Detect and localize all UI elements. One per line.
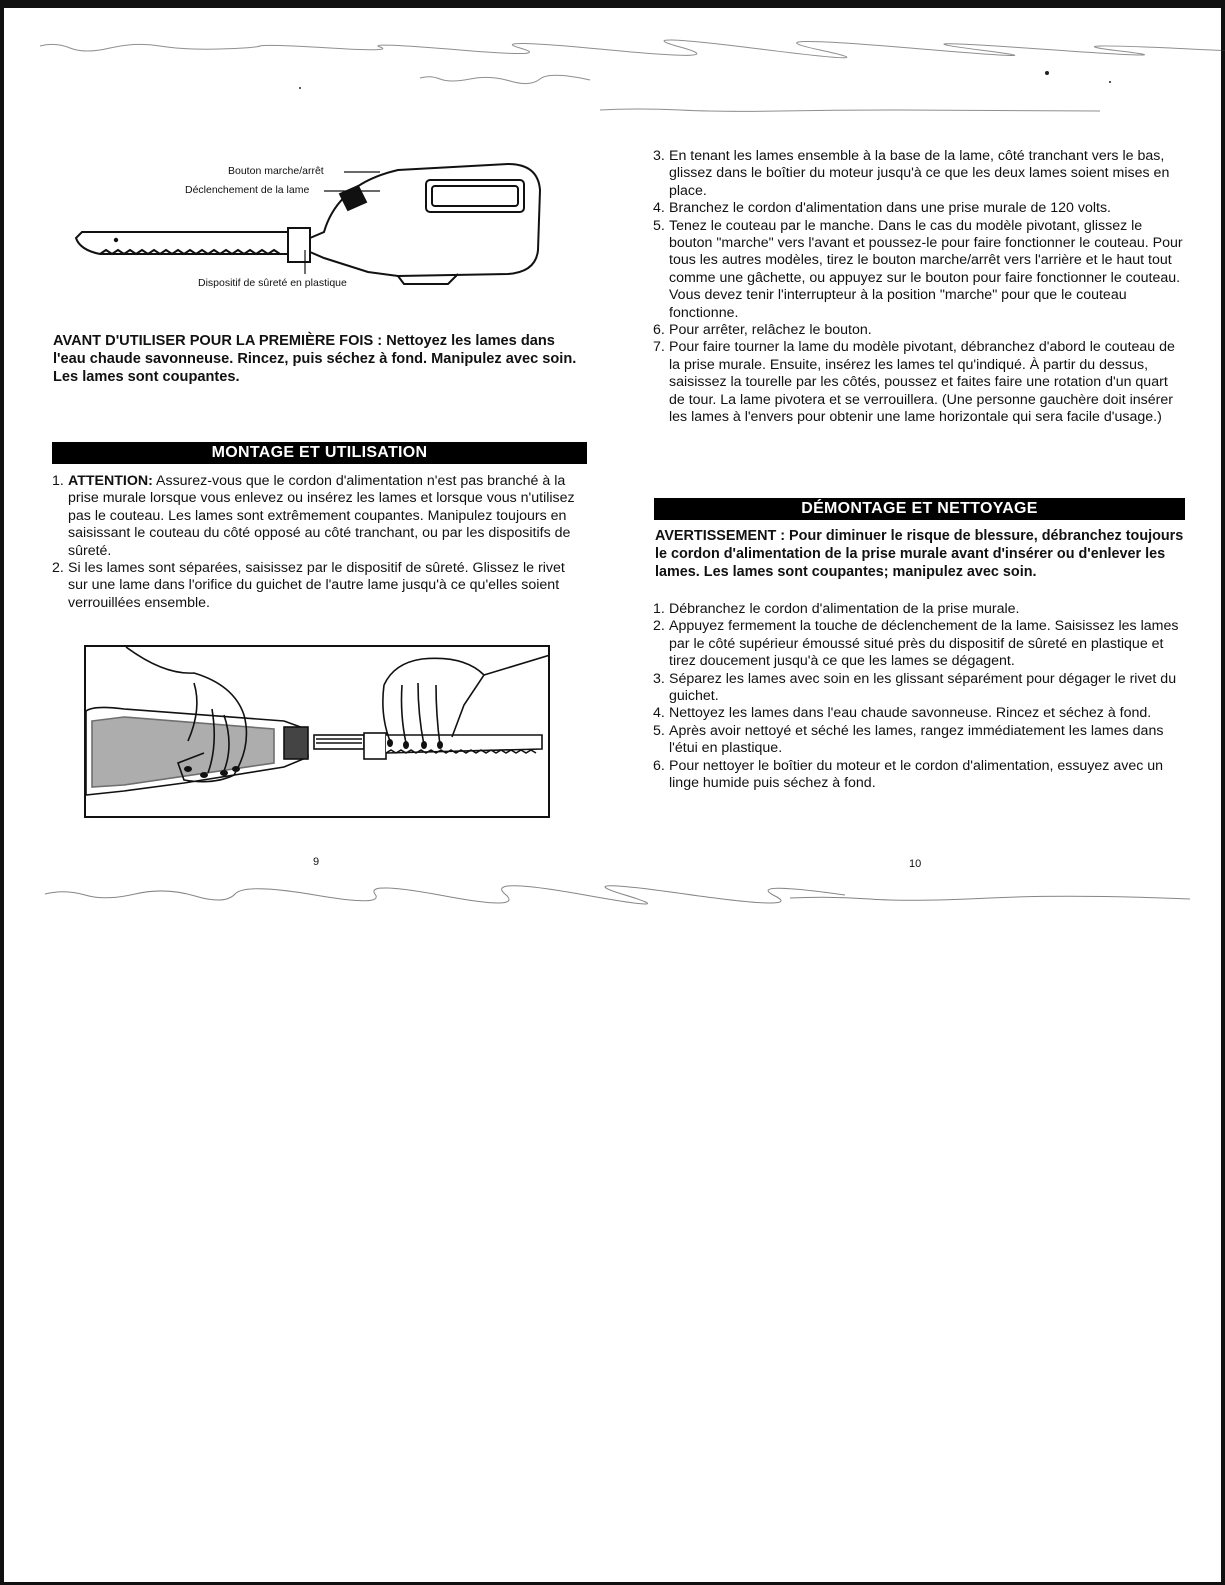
scan-border-top	[0, 0, 1225, 8]
assembly-list-right	[653, 148, 1183, 427]
list-item: 3. Séparez les lames avec soin en les glissant séparément pour dégager le rivet du guichet.	[653, 670, 1177, 705]
list-item: 6. Pour arrêter, relâchez le bouton.	[653, 322, 872, 339]
list-item: 4. Branchez le cordon d'alimentation dans une prise murale de 120 volts.	[653, 200, 1111, 217]
list-item: 1. ATTENTION: Assurez-vous que le cordon d'alimentation n'est pas branché à la prise murale lorsque vous enlevez ou insérez les lames et lorsque vous n'utilisez pas le couteau. Les lames sont extrêmement coupantes. Manipulez toujours en saisissant le couteau du côté opposé au côté tranchant, ou par les dispositifs de sûreté.	[52, 473, 575, 559]
list-item: 7. Pour faire tourner la lame du modèle pivotant, débranchez d'abord le couteau de la prise murale. Ensuite, insérez les lames tel qu'indiqué. À partir du dessus, saisissez la tourelle par les côtés, poussez et faites faire une rotation d'un quart de tour. La lame pivotera et se verrouillera. (Une personne gauchère doit insérer les lames à l'envers pour obtenir une lame horizontale qui sera facile d'usage.)	[653, 339, 1175, 426]
assembly-list-left	[52, 473, 582, 612]
list-item: 3. En tenant les lames ensemble à la base de la lame, côté tranchant vers le bas, glissez dans le boîtier du moteur jusqu'à ce que les deux lames soient mises en place.	[653, 148, 1170, 199]
scan-border-left	[0, 0, 4, 1585]
label-blade-release: Déclenchement de la lame	[185, 184, 310, 196]
list-item: 1. Débranchez le cordon d'alimentation de la prise murale.	[653, 601, 1020, 617]
label-power-button: Bouton marche/arrêt	[228, 165, 324, 177]
list-item: 5. Tenez le couteau par le manche. Dans le cas du modèle pivotant, glissez le bouton "marche" vers l'avant et poussez-le pour faire fonctionner le couteau. Pour tous les autres modèles, tirez le bouton marche/arrêt vers l'arrière et le haut tout comme une gâchette, ou appuyez sur le bouton pour faire fonctionner le couteau. Vous devez tenir l'interrupteur à la position "marche" pour que le couteau fonctionne.	[653, 217, 1183, 321]
scan-noise-top	[0, 30, 1225, 120]
blade-insertion-illustration	[84, 645, 550, 818]
section-heading-cleaning: DÉMONTAGE ET NETTOYAGE	[654, 498, 1185, 520]
list-item: 5. Après avoir nettoyé et séché les lames, rangez immédiatement les lames dans l'étui en plastique.	[653, 722, 1164, 757]
list-item: 6. Pour nettoyer le boîtier du moteur et le cordon d'alimentation, essuyez avec un linge humide puis séchez à fond.	[653, 757, 1164, 792]
list-item: 4. Nettoyez les lames dans l'eau chaude savonneuse. Rincez et séchez à fond.	[653, 705, 1152, 722]
list-item: 2. Si les lames sont séparées, saisissez par le dispositif de sûreté. Glissez le rivet sur une lame dans l'orifice du guichet de l'autre lame jusqu'à ce qu'elles soient verrouillées ensemble.	[52, 560, 565, 611]
scan-noise-middle	[0, 880, 1225, 910]
section-heading-assembly: MONTAGE ET UTILISATION	[52, 442, 587, 464]
first-use-notice: AVANT D'UTILISER POUR LA PREMIÈRE FOIS : Nettoyez les lames dans l'eau chaude savonneuse. Rincez, puis séchez à fond. Manipulez avec soin. Les lames sont coupantes.	[53, 333, 577, 385]
cleaning-list	[653, 601, 1183, 792]
list-item: 2. Appuyez fermement la touche de déclenchement de la lame. Saisissez les lames par le côté supérieur émoussé situé près du dispositif de sûreté en plastique et tirez doucement jusqu'à ce que les lames se dégagent.	[653, 618, 1179, 670]
page-number-left: 9	[313, 856, 320, 868]
cleaning-warning: AVERTISSEMENT : Pour diminuer le risque de blessure, débranchez toujours le cordon d'alimentation de la prise murale avant d'insérer ou d'enlever les lames. Les lames sont coupantes; manipulez avec soin.	[655, 528, 1184, 580]
scan-border-right	[1221, 0, 1225, 1585]
label-safety-device: Dispositif de sûreté en plastique	[198, 277, 347, 289]
page-number-right: 10	[909, 858, 922, 870]
